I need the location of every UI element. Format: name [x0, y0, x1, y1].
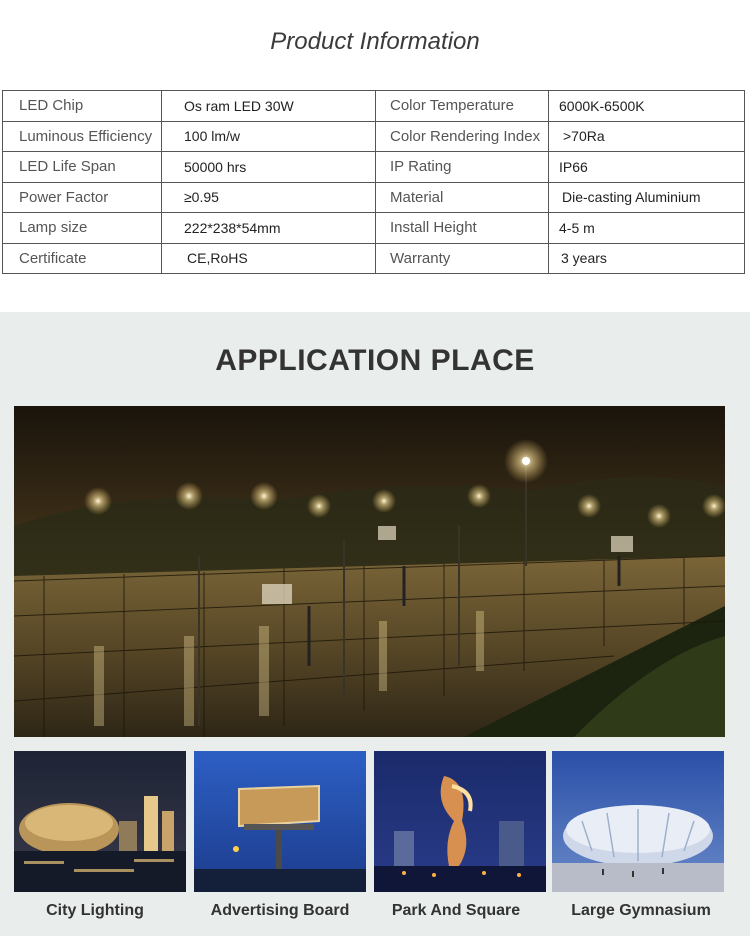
table-row	[3, 213, 745, 244]
spec-value: >70Ra	[549, 121, 745, 152]
spec-label: Lamp size	[3, 213, 162, 244]
large-gymnasium-photo	[552, 751, 724, 892]
table-row	[3, 152, 745, 183]
basketball-court-night-photo	[14, 406, 725, 737]
spec-label: Material	[376, 182, 549, 213]
spec-value: 4-5 m	[549, 213, 745, 244]
spec-label: Install Height	[376, 213, 549, 244]
spec-value: 100 lm/w	[162, 121, 376, 152]
spec-value: Die-casting Aluminium	[549, 182, 745, 213]
specification-table	[2, 90, 745, 274]
spec-value: CE,RoHS	[162, 243, 376, 274]
spec-value: 6000K-6500K	[549, 91, 745, 122]
table-row	[3, 243, 745, 274]
city-lighting-caption: City Lighting	[46, 902, 144, 919]
table-row	[3, 91, 745, 122]
advertising-board-photo	[194, 751, 366, 892]
park-and-square-photo	[374, 751, 546, 892]
spec-label: LED Chip	[3, 91, 162, 122]
large-gymnasium-caption: Large Gymnasium	[571, 902, 711, 919]
spec-value: IP66	[549, 152, 745, 183]
spec-label: IP Rating	[376, 152, 549, 183]
table-row	[3, 121, 745, 152]
spec-label: Certificate	[3, 243, 162, 274]
spec-value: ≥0.95	[162, 182, 376, 213]
spec-value: 222*238*54mm	[162, 213, 376, 244]
spec-value: 50000 hrs	[162, 152, 376, 183]
spec-value: Os ram LED 30W	[162, 91, 376, 122]
application-title: APPLICATION PLACE	[215, 344, 535, 377]
city-lighting-photo	[14, 751, 186, 892]
spec-value: 3 years	[549, 243, 745, 274]
advertising-board-caption: Advertising Board	[210, 902, 350, 919]
table-row	[3, 182, 745, 213]
spec-label: Warranty	[376, 243, 549, 274]
spec-label: LED Life Span	[3, 152, 162, 183]
spec-label: Color Rendering Index	[376, 121, 549, 152]
park-and-square-caption: Park And Square	[391, 902, 521, 919]
spec-label: Color Temperature	[376, 91, 549, 122]
spec-label: Luminous Efficiency	[3, 121, 162, 152]
spec-label: Power Factor	[3, 182, 162, 213]
product-information-title: Product Information	[270, 28, 480, 55]
